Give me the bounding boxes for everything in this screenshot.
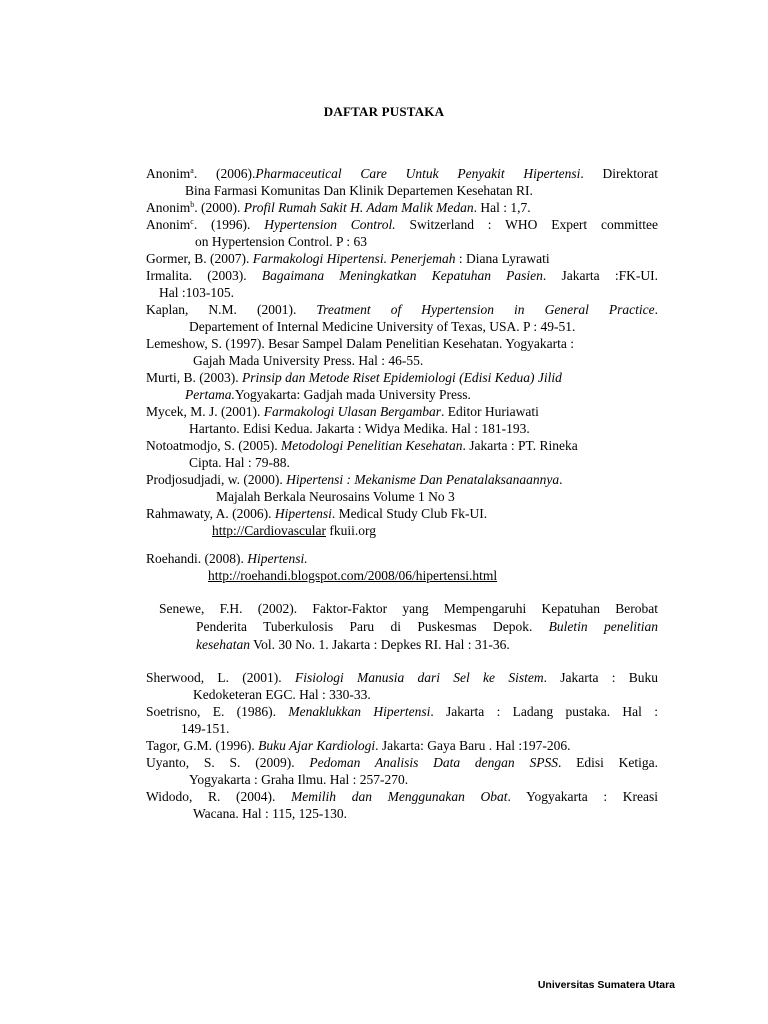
reference-entry: Lemeshow, S. (1997). Besar Sampel Dalam Penelitian Kesehatan. Yogyakarta : Gajah Mada University Press. Hal : 46-55. [146, 336, 575, 368]
reference-entry: Murti, B. (2003). Prinsip dan Metode Riset Epidemiologi (Edisi Kedua) Jilid Pertama.Yogyakarta: Gadjah mada University Press. [146, 370, 562, 402]
reference-link[interactable]: http://roehandi.blogspot.com/2008/06/hipertensi.html [208, 568, 498, 583]
reference-link[interactable]: http://Cardiovascular [212, 523, 326, 538]
reference-entry: Widodo, R. (2004). Memilih dan Menggunakan Obat. Yogyakarta : Kreasi Wacana. Hal : 115, 125-130. [146, 789, 658, 821]
reference-entry: Mycek, M. J. (2001). Farmakologi Ulasan Bergambar. Editor Huriawati Hartanto. Edisi Kedua. Jakarta : Widya Medika. Hal : 181-193. [146, 404, 539, 436]
reference-entry: Anonim$^b$. (2000). Profil Rumah Sakit H. Adam Malik Medan. Hal : 1,7. [146, 200, 531, 215]
reference-entry: Gormer, B. (2007). Farmakologi Hipertensi. Penerjemah : Diana Lyrawati [146, 251, 550, 266]
reference-entry: Rahmawaty, A. (2006). Hipertensi. Medical Study Club Fk-UI. http://Cardiovascular fkuii.org [146, 506, 488, 538]
page-title: DAFTAR PUSTAKA [323, 104, 445, 119]
reference-entry: Kaplan, N.M. (2001). Treatment of Hypertension in General Practice. Departement of Internal Medicine University of Texas, USA. P : 49-51. [146, 302, 659, 334]
reference-entry: Sherwood, L. (2001). Fisiologi Manusia dari Sel ke Sistem. Jakarta : Buku Kedoketeran EGC. Hal : 330-33. [146, 670, 659, 702]
reference-entry: Notoatmodjo, S. (2005). Metodologi Penelitian Kesehatan. Jakarta : PT. Rineka Cipta. Hal : 79-88. [146, 438, 578, 470]
reference-entry: Anonim$^a$. (2006).Pharmaceutical Care Untuk Penyakit Hipertensi. Direktorat Bina Farmasi Komunitas Dan Klinik Departemen Kesehatan RI. [146, 166, 658, 198]
reference-entry: Anonim$^c$. (1996). Hypertension Control. Switzerland : WHO Expert committee on Hypertension Control. P : 63 [146, 217, 658, 249]
reference-entry: Irmalita. (2003). Bagaimana Meningkatkan Kepatuhan Pasien. Jakarta :FK-UI. Hal :103-105. [146, 268, 658, 300]
reference-entry: Roehandi. (2008). Hipertensi. http://roehandi.blogspot.com/2008/06/hipertensi.html [146, 551, 498, 583]
reference-entry: Soetrisno, E. (1986). Menaklukkan Hipertensi. Jakarta : Ladang pustaka. Hal : 149-151. [146, 704, 658, 736]
reference-entry: Prodjosudjadi, w. (2000). Hipertensi : Mekanisme Dan Penatalaksanaannya. Majalah Berkala Neurosains Volume 1 No 3 [146, 472, 563, 504]
reference-entry: Uyanto, S. S. (2009). Pedoman Analisis Data dengan SPSS. Edisi Ketiga. Yogyakarta : Graha Ilmu. Hal : 257-270. [146, 755, 658, 787]
reference-entry: Senewe, F.H. (2002). Faktor-Faktor yang Mempengaruhi Kepatuhan Berobat Penderita Tuberkulosis Paru di Puskesmas Depok. Buletin penelitian kesehatan Vol. 30 No. 1. Jakarta : Depkes RI. Hal : 31-36. [159, 601, 658, 652]
reference-entry: Tagor, G.M. (1996). Buku Ajar Kardiologi. Jakarta: Gaya Baru . Hal :197-206. [146, 738, 571, 753]
footer-university: Universitas Sumatera Utara [537, 979, 675, 991]
